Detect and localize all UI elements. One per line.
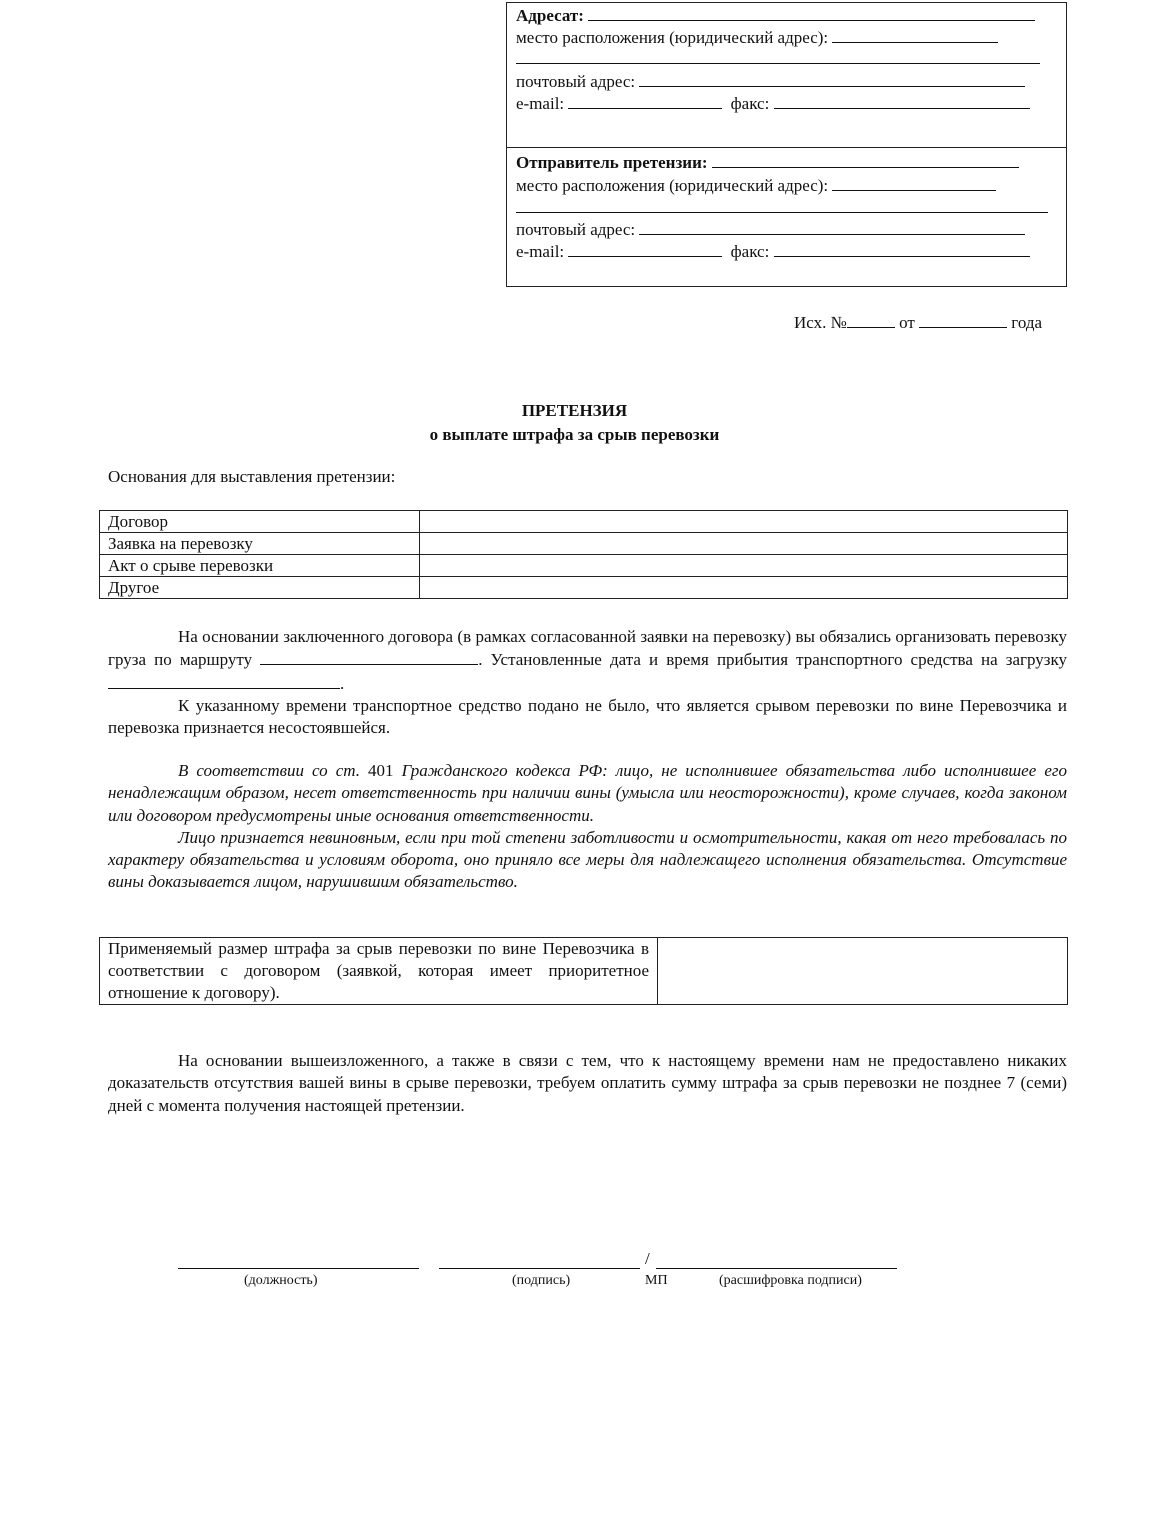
outgoing-date-field[interactable] — [919, 311, 1007, 328]
outgoing-prefix: Исх. № — [794, 313, 847, 332]
sender-email-label: e-mail: — [516, 242, 565, 261]
sender-fax-field[interactable] — [774, 240, 1030, 257]
decode-caption: (расшифровка подписи) — [719, 1273, 862, 1288]
addressee-email-field[interactable] — [568, 92, 722, 109]
sender-email-field[interactable] — [568, 240, 722, 257]
law-paragraph-1 — [108, 760, 1067, 827]
paragraph-text: На основании заключенного договора (в рамках согласованной заявки на перевозку) вы обязались организовать перевозку груза по маршруту — [108, 627, 1067, 670]
sender-location-row — [516, 174, 996, 197]
page-subtitle: о выплате штрафа за срыв перевозки — [429, 425, 720, 444]
paragraph-text: . — [340, 673, 345, 693]
signature-caption: (подпись) — [512, 1273, 571, 1288]
addressee-location-field[interactable] — [832, 26, 998, 43]
grounds-label: Основания для выставления претензии: — [108, 467, 396, 486]
sender-field[interactable] — [712, 151, 1019, 168]
grounds-row-label: Другое — [100, 577, 420, 599]
grounds-row-label: Договор — [100, 511, 420, 533]
grounds-row-label: Акт о срыве перевозки — [100, 555, 420, 577]
table-row — [100, 555, 1068, 577]
sender-location-line2[interactable] — [516, 212, 1048, 213]
paragraph-contract — [108, 626, 1067, 695]
signature-line[interactable] — [439, 1268, 640, 1269]
arrival-datetime-field[interactable] — [108, 672, 340, 689]
law-paragraph-2: Лицо признается невиновным, если при той степени заботливости и осмотрительности, какая от него требовалась по характеру обязательства и условиям оборота, оно приняло все меры для надлежащего исполнения обязательства. Отсутствие вины доказывается лицом, нарушившим обязательство. — [108, 827, 1067, 892]
addressee-field[interactable] — [588, 4, 1035, 21]
table-row — [100, 577, 1068, 599]
addressee-contact-row — [516, 92, 1030, 115]
sender-contact-row — [516, 240, 1030, 263]
outgoing-number-field[interactable] — [847, 311, 895, 328]
sender-postal-label: почтовый адрес: — [516, 220, 636, 239]
position-line[interactable] — [178, 1268, 419, 1269]
grounds-row-label: Заявка на перевозку — [100, 533, 420, 555]
outgoing-year: года — [1011, 313, 1043, 332]
body-section-1 — [108, 626, 1067, 739]
signature-decode-line[interactable] — [656, 1268, 897, 1269]
box-separator — [506, 147, 1067, 148]
addressee-row — [516, 4, 1035, 27]
sender-location-field[interactable] — [832, 174, 996, 191]
penalty-value[interactable] — [658, 938, 1068, 1005]
table-row — [100, 938, 1068, 1005]
addressee-fax-field[interactable] — [774, 92, 1030, 109]
addressee-postal-label: почтовый адрес: — [516, 72, 636, 91]
grounds-row-value[interactable] — [420, 533, 1068, 555]
addressee-label: Адресат: — [516, 6, 584, 25]
grounds-row-value[interactable] — [420, 511, 1068, 533]
demand-paragraph: На основании вышеизложенного, а также в связи с тем, что к настоящему времени нам не предоставлено никаких доказательств отсутствия вашей вины в срыве перевозки, требуем оплатить сумму штрафа за срыв перевозки не позднее 7 (семи) дней с момента получения настоящей претензии. — [108, 1051, 1067, 1115]
addressee-location-label: место расположения (юридический адрес): — [516, 28, 829, 47]
signature-slash: / — [645, 1249, 650, 1268]
sender-location-label: место расположения (юридический адрес): — [516, 176, 829, 195]
paragraph-failure: К указанному времени транспортное средство подано не было, что является срывом перевозки по вине Перевозчика и перевозка признается несостоявшейся. — [108, 695, 1067, 738]
sender-row — [516, 151, 1019, 174]
route-field[interactable] — [260, 648, 478, 665]
addressee-postal-field[interactable] — [639, 70, 1025, 87]
grounds-row-value[interactable] — [420, 555, 1068, 577]
sender-postal-row — [516, 218, 1025, 241]
addressee-location-line2[interactable] — [516, 63, 1040, 64]
grounds-table — [99, 510, 1068, 599]
addressee-fax-label: факс: — [730, 94, 770, 113]
penalty-label: Применяемый размер штрафа за срыв перевозки по вине Перевозчика в соответствии с договором (заявкой, которая имеет приоритетное отношение к договору). — [100, 938, 658, 1005]
penalty-table — [99, 937, 1068, 1005]
law-section — [108, 760, 1067, 894]
sender-fax-label: факс: — [730, 242, 770, 261]
stamp-caption: МП — [645, 1273, 668, 1288]
paragraph-text: . Установленные дата и время прибытия транспортного средства на загрузку — [478, 650, 1067, 670]
grounds-row-value[interactable] — [420, 577, 1068, 599]
table-row — [100, 533, 1068, 555]
demand-section — [108, 1050, 1067, 1117]
law-text: Гражданского кодекса РФ: лицо, не исполнившее обязательства либо исполнившее его ненадлежащим образом, несет ответственность при наличии вины (умысла или неосторожности), кроме случаев, когда законом или договором предусмотрены иные основания ответственности. — [108, 761, 1067, 825]
outgoing-number-row — [794, 311, 1042, 334]
law-article-number: 401 — [368, 761, 394, 780]
sender-label: Отправитель претензии — [516, 153, 702, 172]
sender-postal-field[interactable] — [639, 218, 1025, 235]
position-caption: (должность) — [244, 1273, 318, 1288]
law-text: В соответствии со ст. — [178, 761, 360, 780]
addressee-location-row — [516, 26, 998, 49]
sender-colon: : — [701, 153, 708, 172]
addressee-postal-row — [516, 70, 1025, 93]
page-title: ПРЕТЕНЗИЯ — [521, 401, 628, 420]
table-row — [100, 511, 1068, 533]
outgoing-from: от — [899, 313, 915, 332]
addressee-email-label: e-mail: — [516, 94, 565, 113]
